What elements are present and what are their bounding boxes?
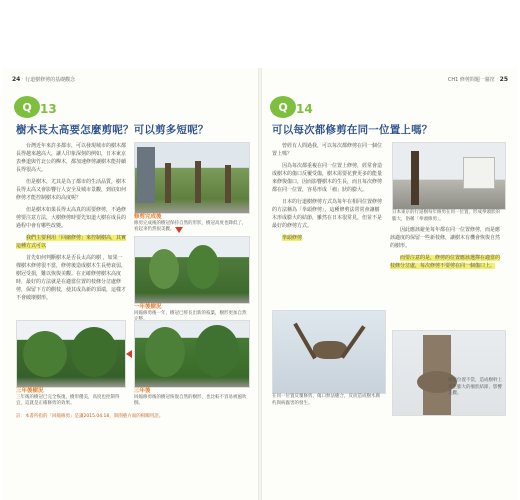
q13-paragraph: 但是樹木如果長得太高真的需要修剪，不過修剪要注意方法，大樹修剪時要先知道大樹在成長的過程中會有哪些改變。 — [16, 207, 127, 229]
q13-photo-trimmed-trees — [134, 142, 250, 214]
q13-highlight: 我們主要利用「回縮修剪」來控制樹高，其實這種方式可以 — [16, 235, 127, 249]
left-running-head — [12, 76, 75, 83]
q14-body — [272, 142, 384, 246]
right-running-head — [448, 76, 508, 83]
q13-caption-3: 三年後樹況 三年後的樹冠已完全恢復，樹形優美，高度也控制得宜，這就是正確修剪的效果。 — [16, 388, 120, 406]
q13-paragraph: 但是樹木，尤其是為了都市的生活品質，樹木長得太高又會影響行人安全及城市景觀，到底如何修剪才能控制樹木的高度呢？ — [16, 179, 127, 201]
q14-photo-knuckle-branches — [272, 310, 386, 394]
q14-caption-2: 在同一位置反覆修剪，傷口無法癒合，反而造成樹木腐朽與病蟲害的發生。 — [272, 394, 380, 406]
left-running-title: ‧ 行道樹修剪的基礎觀念 — [21, 77, 76, 83]
q13-footnote: 註：本書所指的「回縮修剪」是讓2015.04.18，與園藝方面的相關用語。 — [16, 414, 164, 419]
book-gutter — [258, 68, 262, 500]
q14-caption-1: 日本東京的行道樹每年修剪在同一位置，形成拳頭狀的膨大，俗稱「拳頭修剪」。 — [392, 210, 500, 222]
arrow-left-icon — [126, 350, 132, 358]
q14-body-col2 — [390, 226, 502, 274]
left-page-number: 24 — [12, 76, 21, 83]
q14-paragraph: 日本的行道樹修剪方式為每年在相同位置修剪的方法稱為「拳頭修剪」，這種修剪法常常會讓樹木形成膨大的結節，雖然在日本很常見，但並不是最好的修剪方式。 — [272, 199, 383, 229]
q13-body — [16, 142, 126, 306]
q13-caption-4: 三年後 回縮修剪後的樹冠恢復自然的樹形，也比較不容易被風吹倒。 — [134, 388, 247, 406]
q13-photo-three-year-2 — [134, 320, 250, 388]
q13-title: 樹木長太高要怎麼剪呢？可以剪多短呢？ — [16, 124, 209, 136]
q14-highlight-2: 而要注意的是，修剪的位置應該選擇在適當的枝條分岔處，每次修剪不要剪在同一個傷口上。 — [390, 255, 501, 269]
q14-paragraph — [390, 254, 502, 270]
q13-caption-1: 修剪完成後 修剪完成後的樹冠保持自然的形狀，樹冠高度也降低了，看起來仍然很美觀。 — [134, 214, 247, 232]
q13-photo-three-year — [16, 320, 126, 388]
q14-paragraph: 因為每次都重複在同一位置上修剪，經常會造成樹木的傷口反覆受傷，樹木需要花費更多的能量來修復傷口，因而影響樹木的生長，而且每次修剪都在同一位置，容易形成「瘤」狀的膨大。 — [272, 163, 383, 193]
q14-paragraph — [272, 234, 384, 242]
right-running-title: CH1 修剪問題一籮筐 ‧ — [447, 77, 499, 83]
q14-caption-3: 修剪位置不當，造成樹幹上產生膨大的瘤狀結節，影響美觀。 — [448, 378, 502, 396]
arrow-down-icon — [175, 227, 183, 233]
q14-paragraph: 曾經有人問過我，可以每次都修剪在同一個位置上嗎？ — [272, 143, 383, 157]
q14-badge: Q — [270, 96, 296, 118]
q14-title: 可以每次都修剪在同一位置上嗎？ — [272, 124, 433, 136]
q13-badge: Q — [14, 96, 40, 118]
q14-number: 14 — [296, 102, 313, 116]
q13-paragraph: 台灣近年來許多都市，可以發現城市的樹木都長得越來越高大，讓人印象深刻的例如，日本東京表參道與竹北公的櫸木，都加速修剪讓樹木能持續長得很高大。 — [16, 143, 127, 173]
right-page-number: 25 — [499, 76, 508, 83]
q13-paragraph — [16, 234, 126, 250]
q14-paragraph: 因此應該避免每年都在同一位置修剪，而是應該適度的保留一些新枝條，讓樹木有機會恢復自然的樹形。 — [390, 227, 501, 249]
q14-photo-pollard-street — [392, 142, 506, 210]
q13-paragraph: 首先如何判斷樹木是否長太高的樹 ，如果一棵樹木修剪很不當，修剪後造成樹木生長勢衰弱，樹冠受損，難以恢復美觀。在正確修剪樹木高度時，最好的方法就是在適當位置的枝條分岔處修剪，保留下方的側枝，使其成為新的頂端，這樣才不會破壞樹形。 — [16, 255, 127, 301]
q13-caption-2: 一年後樹況 回縮修剪後一年，樹冠已經長出新的枝葉，樹形更加自然 — [134, 304, 247, 316]
q13-number: 13 — [40, 102, 57, 116]
q14-highlight-1: 拳頭修剪 — [282, 235, 303, 241]
q14-photo-swollen-trunk — [392, 330, 506, 416]
q13-photo-one-year — [134, 236, 250, 304]
